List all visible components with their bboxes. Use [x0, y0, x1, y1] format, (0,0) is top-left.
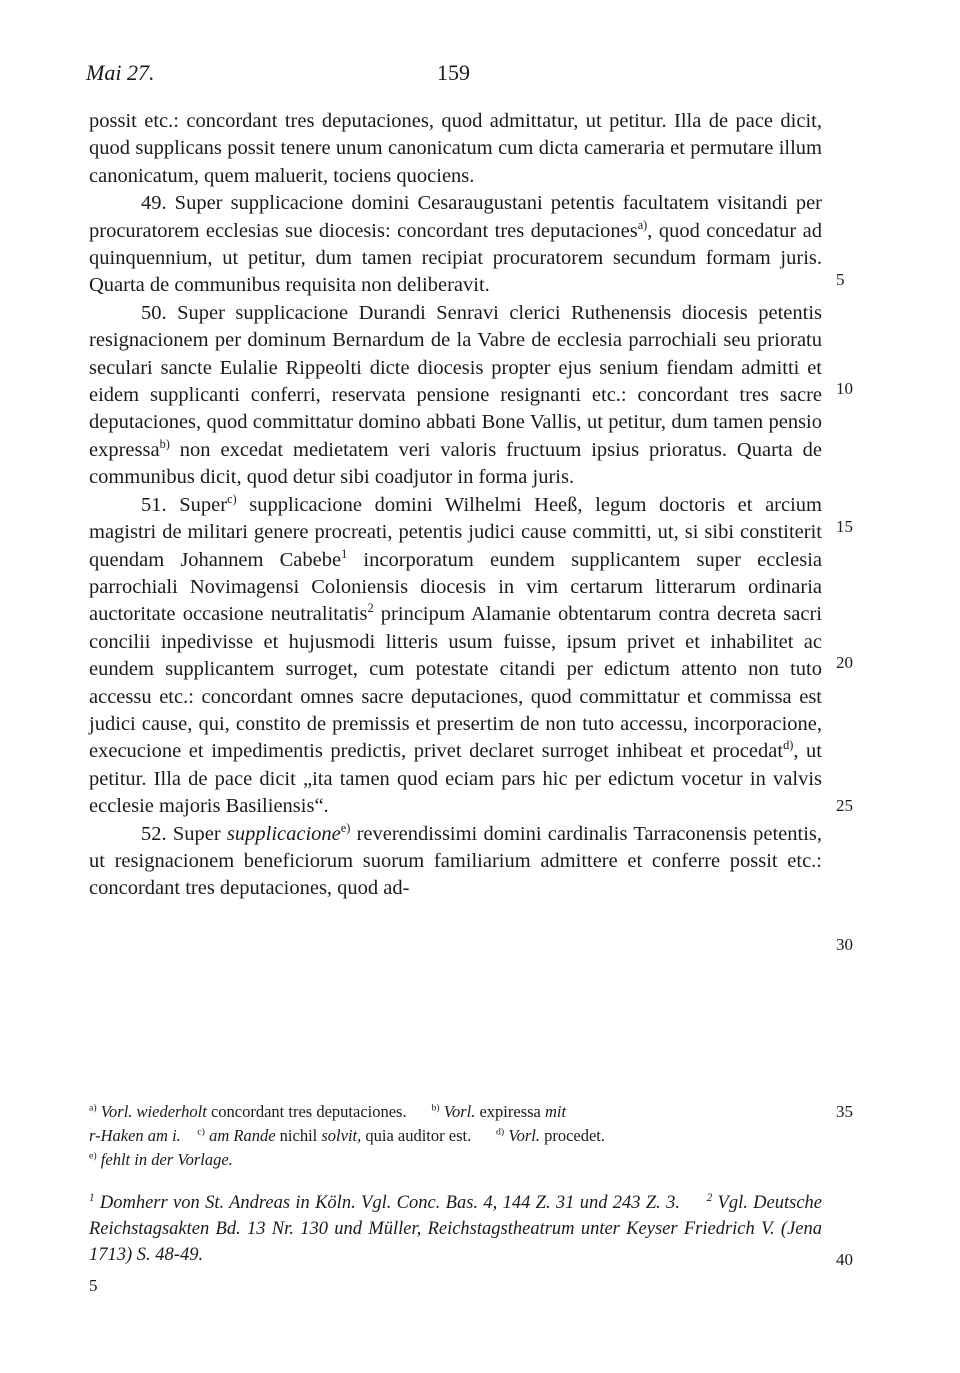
page-number: 159 — [437, 60, 470, 85]
paragraph-48-end: possit etc.: concordant tres deputaciones, quod admittatur, ut petitur. Illa de pace dicit, quod supplicans possit tenere unum canonicatum cum dicta cameraria et permutare illum canonicatum, quem maluerit, tociens quociens. — [89, 110, 822, 187]
note-mark: b) — [159, 437, 170, 452]
line-number: 40 — [836, 1250, 853, 1269]
paragraph-51: 51. Super$^{c)}$ supplicacione domini Wilhelmi Heeß, legum doctoris et arcium magistri de militari genere procreati, petentis judici cause committi, ut, si sibi constiterit quendam Johannem Cabebe$^1$ incorporatum eundem supplicantem super ecclesia parrochiali Novimagensi Coloniensis diocesis in vim certarum litterarum ordinaria auctoritate occasione neutralitatis$^2$ principum Alamanie obtentarum contra decreta sacri concilii inpedivisse et hujusmodi litteris usum fuisse, ipsum privet et inhabilitet ac eundem supplicantem surroget, cum potestate citandi per edictum attento non tuto accessu etc.: concordant omnes sacre deputaciones, quod committatur et commissa est judici cause, qui, constito de premissis et presertim de non tuto accessu, incorporacione, execucione et impedimentis predictis, privet declaret surroget inhibeat et procedat$^{d)}$, ut petitur. Illa de pace dicit „ita tamen quod eciam pars hic per edictum vocetur in valvis ecclesie majoris Basiliensis“. — [89, 491, 823, 818]
running-head: Mai 27. — [86, 60, 155, 85]
line-number: 20 — [836, 653, 853, 672]
signature-mark: 5 — [89, 1276, 98, 1295]
note-mark: e) — [340, 820, 351, 835]
text-critical-notes: $^{a)}$ Vorl. wiederholt concordant tres deputaciones. $^{b)}$ Vorl. expiressa mit r-Haken am i. $^{c)}$ am Rande nichil solvit, quia auditor est. $^{d)}$ Vorl. procedet. $^{e)}$ fehlt in der Vorlage. — [89, 1102, 606, 1169]
line-number: 25 — [836, 796, 853, 815]
main-text — [89, 108, 822, 903]
line-number: 35 — [836, 1102, 853, 1121]
footnote-ref: 2 — [367, 601, 374, 616]
note-mark: c) — [227, 491, 237, 506]
line-number: 10 — [836, 379, 853, 398]
historical-footnotes: $^1$ Domherr von St. Andreas in Köln. Vgl. Conc. Bas. 4, 144 Z. 31 und 243 Z. 3. $^2$ Vgl. Deutsche Reichstagsakten Bd. 13 Nr. 130 und Müller, Reichstagstheatrum unter Keyser Friedrich V. (Jena 1713) S. 48-49. — [89, 1191, 822, 1265]
note-mark: d) — [783, 738, 794, 753]
paragraph-52: 52. Super supplicacione$^{e)}$ reverendissimi domini cardinalis Tarraconensis petentis, ut resignacionem beneficiorum suorum familiarium admittere et conferre possit etc.: concordant tres deputaciones, quod ad- — [89, 820, 822, 900]
line-number: 30 — [836, 935, 853, 954]
line-number: 5 — [836, 270, 845, 289]
footnote-ref: 1 — [341, 546, 348, 561]
line-number: 15 — [836, 517, 853, 536]
paragraph-49: 49. Super supplicacione domini Cesaraugustani petentis facultatem visitandi per procuratorem ecclesias sue diocesis: concordant tres deputaciones$^{a)}$, quod concedatur ad quinquennium, ut petitur, dum tamen recipiat procuratorem secundum formam juris. Quarta de communibus requisita non deliberavit. — [89, 192, 822, 297]
paragraph-50: 50. Super supplicacione Durandi Senravi clerici Ruthenensis diocesis petentis resignacionem per dominum Bernardum de la Vabre de ecclesia parrochiali seu prioratu seculari sancte Eulalie Rippeolti dicte diocesis propter ejus senium fiendam admitti et eidem supplicanti conferri, reservata pensione resignanti etc.: concordant tres sacre deputaciones, quod committatur domino abbati Bone Vallis, ut petitur, dum tamen pensio expressa$^{b)}$ non excedat medietatem veri valoris fructuum ipsius prioratus. Quarta de communibus dicit, quod detur sibi coadjutor in forma juris. — [89, 301, 822, 489]
note-mark: a) — [637, 217, 648, 232]
